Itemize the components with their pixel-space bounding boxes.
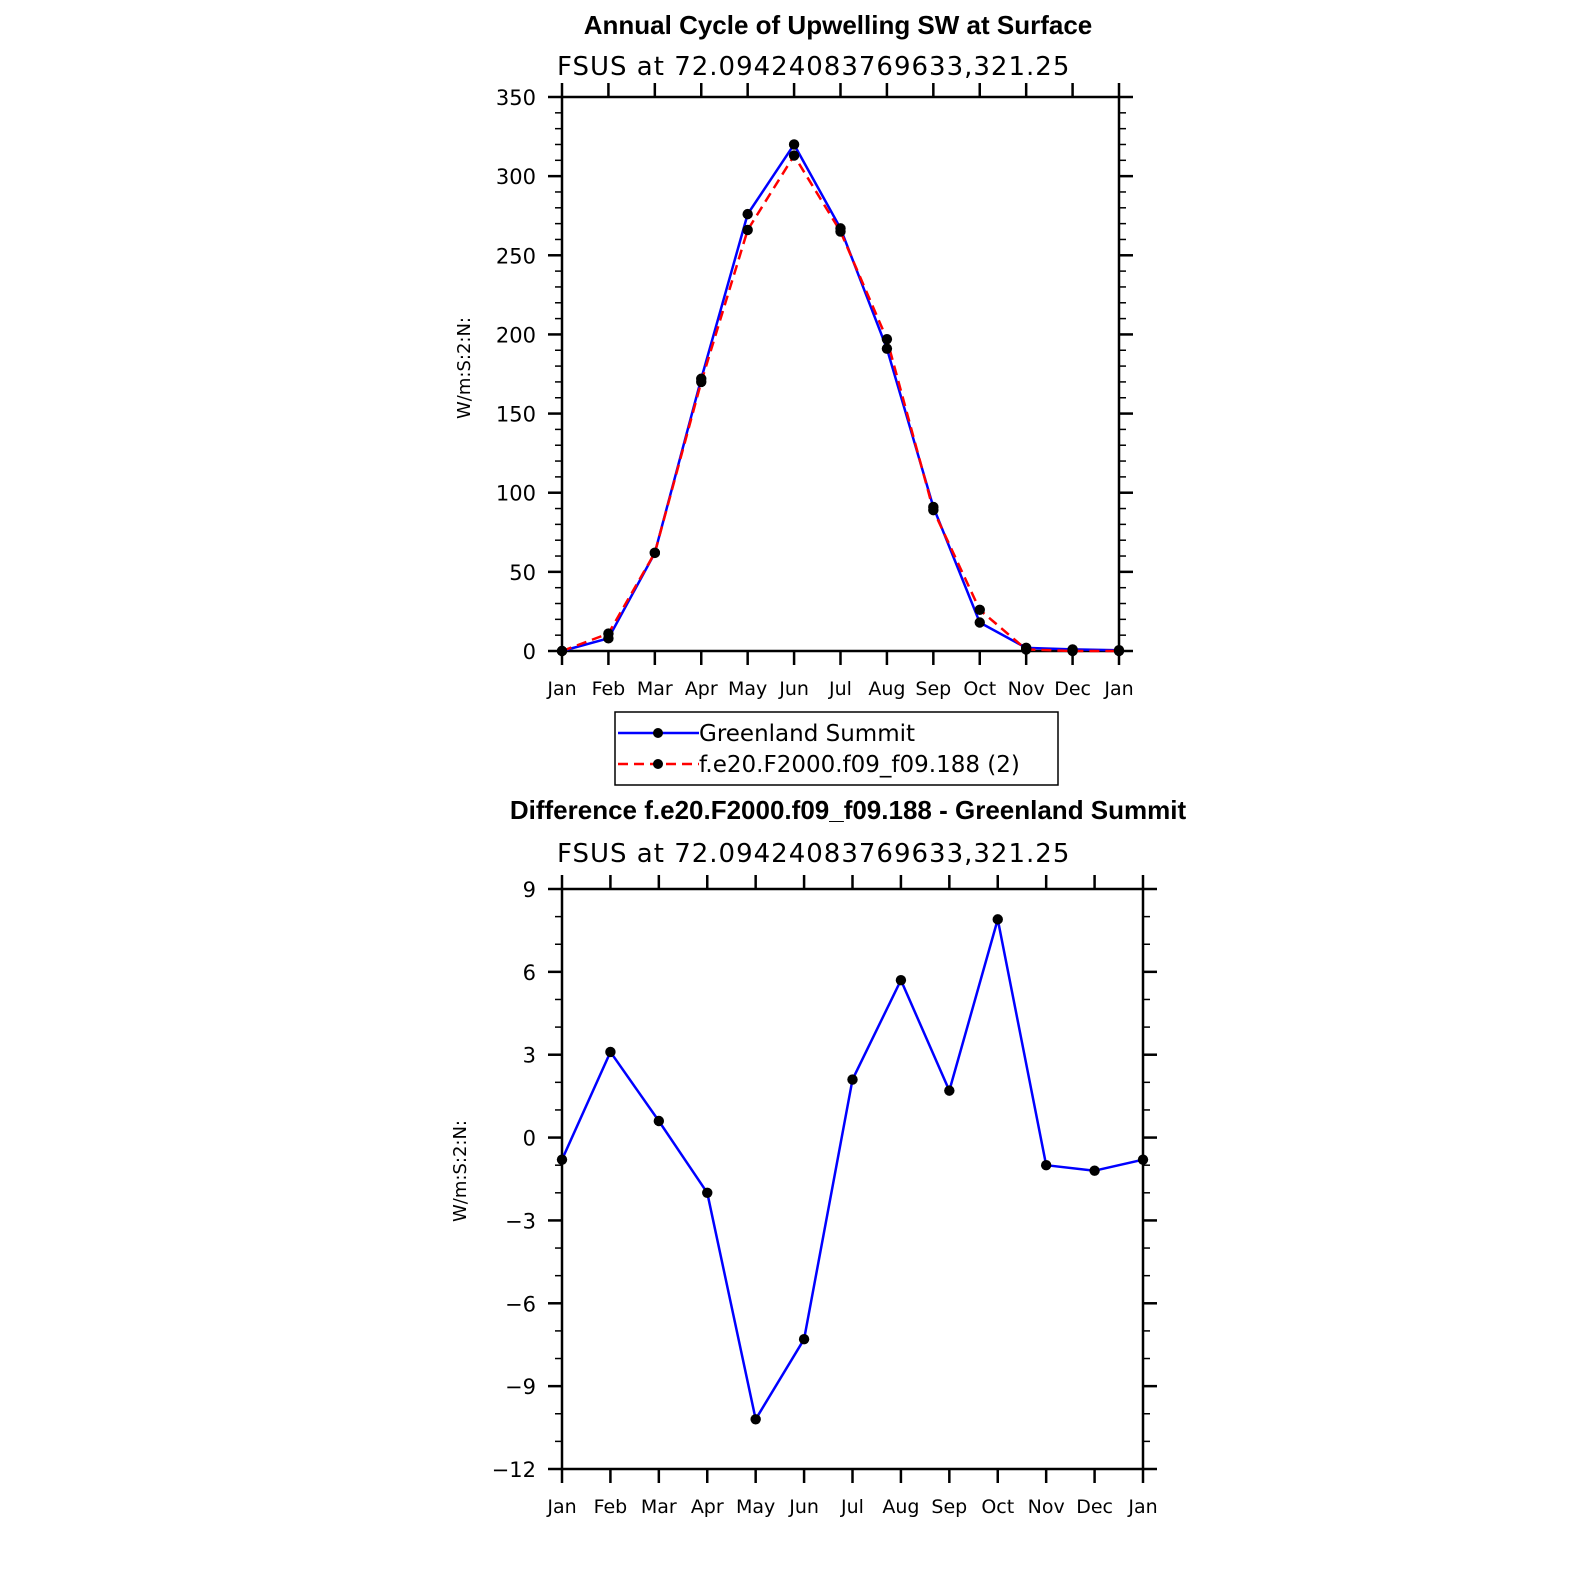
x-tick-label: Feb <box>591 678 626 700</box>
data-point <box>1089 1166 1099 1176</box>
x-tick-label: Nov <box>1007 678 1045 700</box>
annual-cycle-chart <box>454 10 1134 700</box>
data-point <box>835 226 845 236</box>
data-point <box>928 505 938 515</box>
data-point <box>944 1085 954 1095</box>
y-tick-label: 350 <box>495 86 536 110</box>
y-tick-label: 3 <box>522 1043 536 1068</box>
data-point <box>702 1188 712 1198</box>
x-tick-label: Jun <box>779 678 809 700</box>
y-axis-label: W/m:S:2:N: <box>454 317 475 419</box>
data-point <box>1067 646 1077 656</box>
y-tick-label: 100 <box>495 481 536 506</box>
x-tick-label: Apr <box>690 1496 724 1518</box>
y-tick-label: 200 <box>495 323 536 348</box>
data-point <box>603 628 613 638</box>
chart-title: Difference f.e20.F2000.f09_f09.188 - Greenland Summit <box>509 795 1187 825</box>
y-tick-label: −12 <box>491 1458 536 1482</box>
data-point <box>1041 1160 1051 1170</box>
chart-subtitle: FSUS at 72.09424083769633,321.25 <box>557 52 1071 82</box>
x-tick-label: Mar <box>640 1496 677 1518</box>
data-point <box>882 334 892 344</box>
chart-title: Annual Cycle of Upwelling SW at Surface <box>583 10 1093 40</box>
x-tick-label: Jun <box>789 1496 819 1518</box>
difference-chart <box>450 795 1186 1518</box>
legend-marker-greenland-summit <box>653 728 663 738</box>
x-tick-label: Jul <box>829 678 852 700</box>
x-tick-label: Dec <box>1054 678 1091 700</box>
x-tick-label: Aug <box>868 678 906 700</box>
x-tick-label: Aug <box>882 1496 920 1518</box>
x-tick-label: Oct <box>963 678 997 700</box>
x-tick-label: Sep <box>931 1496 968 1518</box>
y-tick-label: 300 <box>495 165 536 190</box>
data-point <box>742 209 752 219</box>
y-tick-label: −9 <box>505 1375 536 1400</box>
data-point <box>750 1414 760 1424</box>
y-tick-label: 250 <box>495 244 536 269</box>
data-point <box>975 605 985 615</box>
x-tick-label: Jan <box>1104 678 1134 700</box>
data-point <box>1114 646 1124 656</box>
x-tick-label: Feb <box>593 1496 628 1518</box>
legend-marker-model <box>653 759 663 769</box>
x-tick-label: Nov <box>1027 1496 1065 1518</box>
data-point <box>650 548 660 558</box>
data-point <box>1138 1154 1148 1164</box>
data-point <box>654 1116 664 1126</box>
data-point <box>896 975 906 985</box>
data-point <box>993 914 1003 924</box>
series-line <box>562 144 1119 651</box>
data-point <box>789 139 799 149</box>
x-tick-label: Jan <box>547 678 577 700</box>
legend-label-model: f.e20.F2000.f09_f09.188 (2) <box>699 752 1020 778</box>
x-tick-label: Mar <box>636 678 673 700</box>
data-point <box>605 1047 615 1057</box>
x-tick-label: May <box>728 678 768 700</box>
legend-label-greenland-summit: Greenland Summit <box>699 721 916 747</box>
y-tick-label: 6 <box>522 960 536 985</box>
chart-subtitle: FSUS at 72.09424083769633,321.25 <box>557 839 1071 869</box>
x-tick-label: Apr <box>684 678 718 700</box>
data-point <box>742 225 752 235</box>
data-point <box>557 1154 567 1164</box>
x-tick-label: Sep <box>915 678 952 700</box>
y-tick-label: 9 <box>522 878 536 902</box>
data-point <box>1021 644 1031 654</box>
data-point <box>882 343 892 353</box>
x-tick-label: Dec <box>1076 1496 1113 1518</box>
x-tick-label: Oct <box>981 1496 1015 1518</box>
data-point <box>789 150 799 160</box>
x-tick-label: Jan <box>1128 1496 1158 1518</box>
data-point <box>696 377 706 387</box>
series-line <box>562 919 1143 1419</box>
y-tick-label: 0 <box>522 1126 536 1151</box>
y-tick-label: 150 <box>495 402 536 427</box>
y-tick-label: −6 <box>505 1292 536 1317</box>
y-axis-label: W/m:S:2:N: <box>450 1120 471 1222</box>
plot-frame <box>562 889 1143 1469</box>
y-tick-label: 50 <box>509 560 536 585</box>
y-tick-label: 0 <box>522 640 536 664</box>
x-tick-label: Jul <box>841 1496 864 1518</box>
data-point <box>847 1074 857 1084</box>
data-point <box>975 617 985 627</box>
x-tick-label: Jan <box>547 1496 577 1518</box>
y-tick-label: −3 <box>505 1209 536 1234</box>
data-point <box>557 646 567 656</box>
data-point <box>799 1334 809 1344</box>
legend <box>615 712 1058 785</box>
x-tick-label: May <box>736 1496 776 1518</box>
